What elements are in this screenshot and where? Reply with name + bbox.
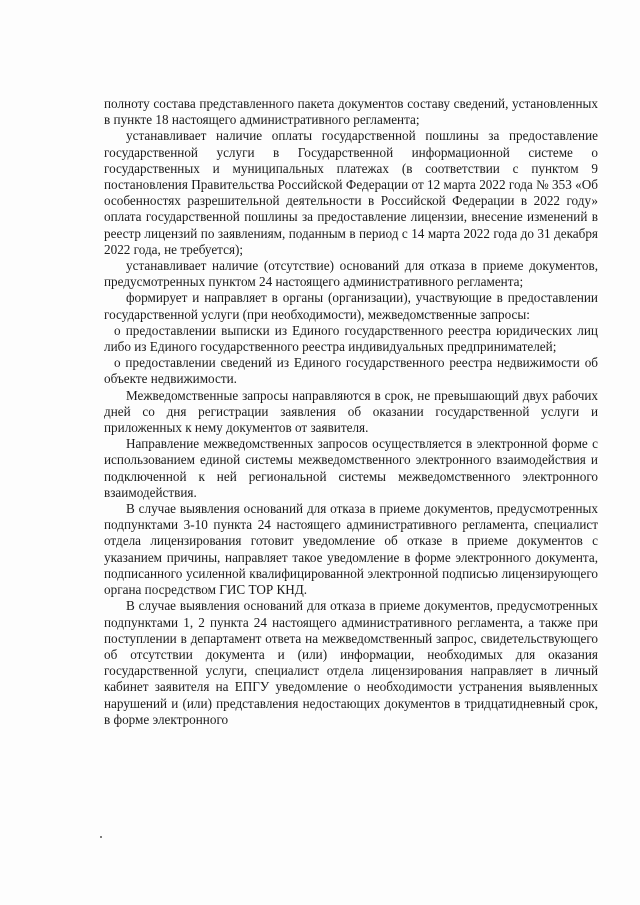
list-item: о предоставлении выписки из Единого государственного реестра юридических лиц либо из Единого государственного реестра индивидуальных предпринимателей; bbox=[104, 322, 598, 355]
paragraph: В случае выявления оснований для отказа в приеме документов, предусмотренных подпунктами 1, 2 пункта 24 настоящего административного регламента, а также при поступлении в департамент ответа на межведомственный запрос, свидетельствующего об отсутствии документа и (или) информации, необходимых для оказания государственной услуги, специалист отдела лицензирования направляет в личный кабинет заявителя на ЕПГУ уведомление о необходимости устранения выявленных нарушений и (или) представления недостающих документов в тридцатидневный срок, в форме электронного bbox=[104, 598, 598, 727]
paragraph: полноту состава представленного пакета документов составу сведений, установленных в пункте 18 настоящего административного регламента; bbox=[104, 96, 598, 128]
paragraph: Направление межведомственных запросов осуществляется в электронной форме с использованием единой системы межведомственного электронного взаимодействия и подключенной к ней региональной системы межведомственного электронного взаимодействия. bbox=[104, 436, 598, 500]
paragraph: В случае выявления оснований для отказа в приеме документов, предусмотренных подпунктами 3-10 пункта 24 настоящего административного регламента, специалист отдела лицензирования готовит уведомление об отказе в приеме документов с указанием причины, направляет такое уведомление в форме электронного документа, подписанного усиленной квалифицированной электронной подписью лицензирующего органа посредством ГИС ТОР КНД. bbox=[104, 501, 598, 598]
paragraph: Межведомственные запросы направляются в срок, не превышающий двух рабочих дней со дня регистрации заявления об оказании государственной услуги и приложенных к нему документов от заявителя. bbox=[104, 387, 598, 436]
paragraph: устанавливает наличие оплаты государственной пошлины за предоставление государственной услуги в Государственной информационной системе о государственных и муниципальных платежах (в соответствии с пунктом 9 постановления Правительства Российской Федерации от 12 марта 2022 года № 353 «Об особенностях разрешительной деятельности в Российской Федерации в 2022 году» оплата государственной пошлины за предоставление лицензии, внесение изменений в реестр лицензий по заявлениям, поданным в период с 14 марта 2022 года до 31 декабря 2022 года, не требуется); bbox=[104, 128, 598, 257]
paragraph: устанавливает наличие (отсутствие) оснований для отказа в приеме документов, предусмотренных пунктом 24 настоящего административного регламента; bbox=[104, 258, 598, 290]
scan-dot-mark bbox=[100, 836, 102, 838]
list-item: о предоставлении сведений из Единого государственного реестра недвижимости об объекте недвижимости. bbox=[104, 355, 598, 387]
paragraph: формирует и направляет в органы (организации), участвующие в предоставлении государственной услуги (при необходимости), межведомственные запросы: bbox=[104, 290, 598, 322]
document-body bbox=[104, 96, 598, 728]
